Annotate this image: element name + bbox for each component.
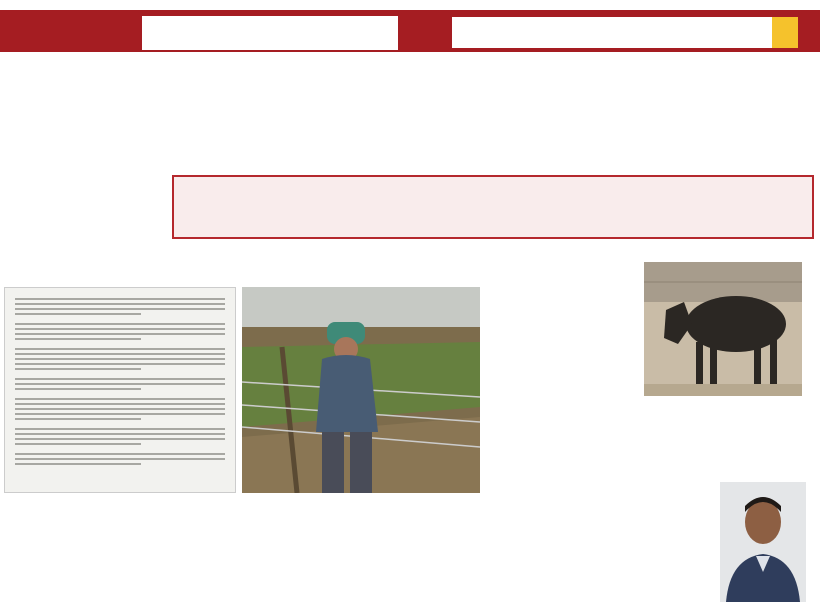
col4-text-b — [496, 392, 806, 478]
column-1-top — [4, 242, 236, 286]
issue-meta — [452, 17, 772, 48]
col4-text-c — [496, 482, 716, 613]
spokesperson-photo — [720, 482, 806, 602]
page-number — [772, 17, 798, 48]
farmer-fence-photo — [242, 287, 480, 493]
subheadline-box — [172, 175, 814, 239]
col2-top-text — [242, 242, 358, 286]
edition-place — [142, 16, 398, 50]
col4-text-a — [496, 242, 640, 392]
injured-cow-photo — [644, 262, 802, 396]
col3-bottom-text — [362, 495, 480, 613]
order-document-image — [4, 287, 236, 493]
col1-bottom-text — [4, 495, 236, 613]
col3-top-text — [362, 242, 480, 286]
col2-bottom-text — [242, 495, 358, 613]
